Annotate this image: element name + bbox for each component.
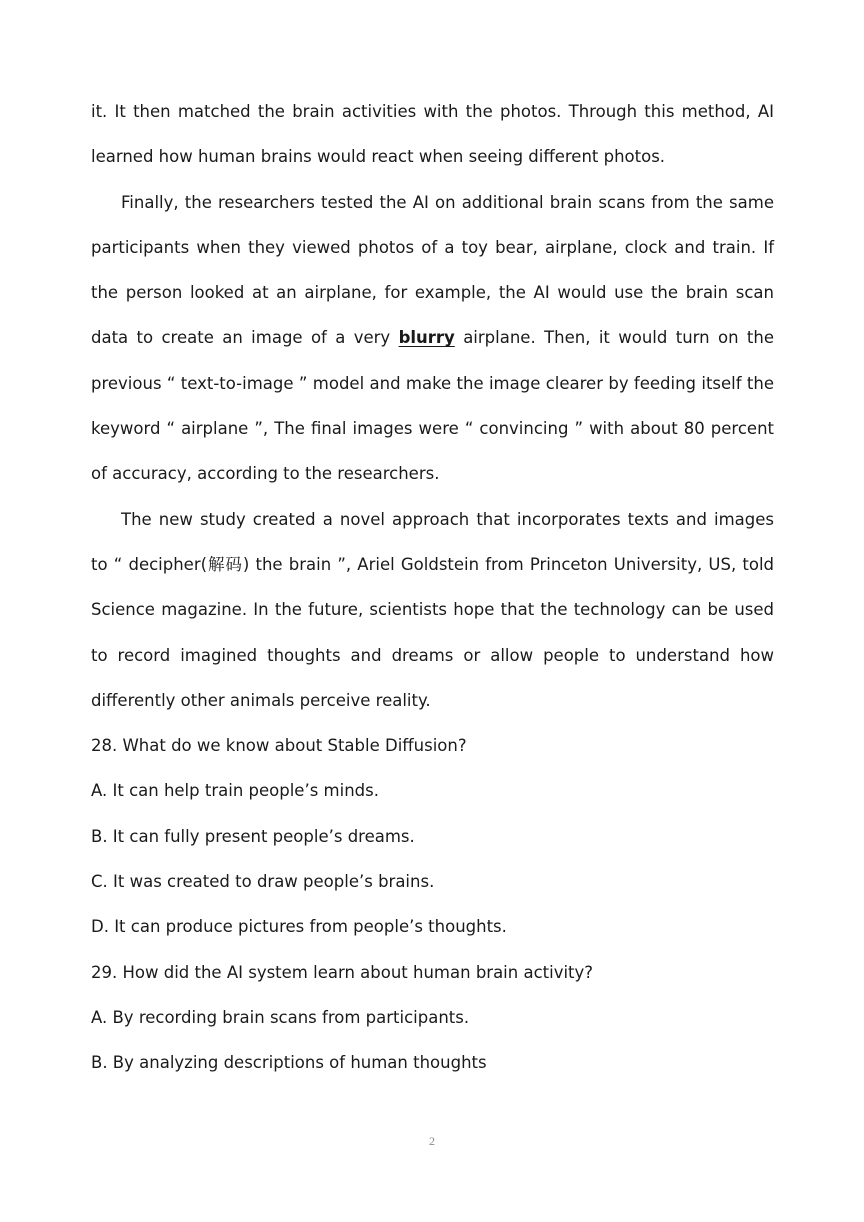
page-number: 2	[429, 1134, 435, 1148]
question-28-option-b: B. It can fully present people’s dreams.	[91, 826, 415, 846]
question-29-option-b: B. By analyzing descriptions of human thoughts	[91, 1053, 487, 1073]
paragraph-3: The new study created a novel approach that incorporates texts and images to “ decipher(解码) the brain ”, Ariel Goldstein from Princeton University, US, told Science magazine. In the future, scientists hope that the technology can be used to record imagined thoughts and dreams or allow people to understand how differently other animals perceive reality.	[91, 509, 774, 710]
passage-content	[91, 89, 774, 1086]
question-28-option-c: C. It was created to draw people’s brains.	[91, 872, 435, 892]
question-28-stem: 28. What do we know about Stable Diffusion?	[91, 736, 467, 756]
paragraph-2-part-1: Finally, the researchers tested the AI on additional brain scans from the same participants when they viewed photos of a toy bear, airplane, clock and train. If the person looked at an airplane, for example, the AI would use the brain scan data to create an image of a very	[91, 192, 774, 348]
paragraph-2-part-2: airplane. Then, it would turn on the previous “ text-to-image ” model and make the image clearer by feeding itself the keyword “ airplane ”, The final images were “ convincing ” with about 80 percent of accuracy, according to the researchers.	[91, 328, 774, 484]
question-29-stem: 29. How did the AI system learn about human brain activity?	[91, 962, 594, 982]
paragraph-2	[91, 180, 774, 497]
question-29-option-a: A. By recording brain scans from participants.	[91, 1007, 470, 1027]
underlined-word-blurry: blurry	[398, 328, 455, 348]
paragraph-1: it. It then matched the brain activities with the photos. Through this method, AI learned how human brains would react when seeing different photos.	[91, 102, 774, 167]
question-28-option-a: A. It can help train people’s minds.	[91, 781, 379, 801]
question-28-option-d: D. It can produce pictures from people’s thoughts.	[91, 917, 507, 937]
